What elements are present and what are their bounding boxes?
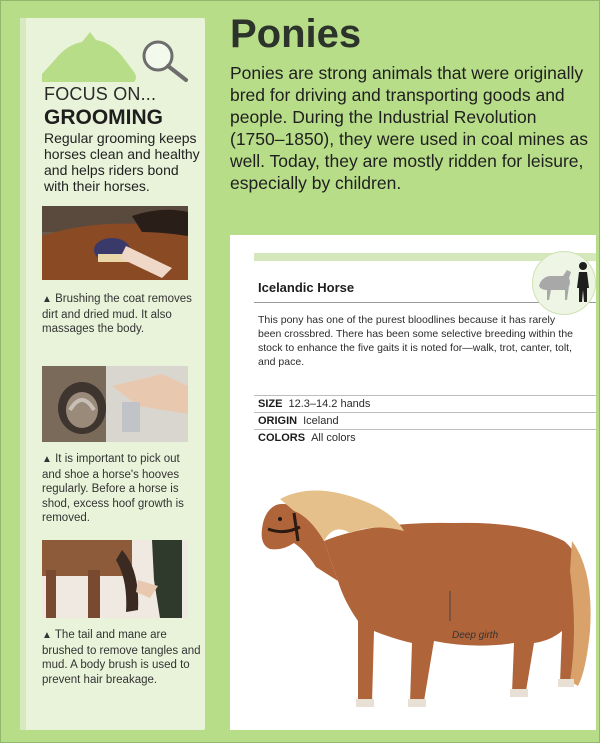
breed-facts-table bbox=[254, 395, 596, 446]
tail-caption: ▲ The tail and mane are brushed to remove tangles and mud. A body brush is used to prevent hair breakage. bbox=[42, 629, 201, 686]
fact-row-size: SIZE 12.3–14.2 hands bbox=[254, 395, 596, 412]
sidebar-accent-bar bbox=[20, 18, 26, 730]
tail-brushing-photo bbox=[42, 540, 188, 618]
grooming-intro: Regular grooming keeps horses clean and healthy and helps riders bond with their horses. bbox=[44, 130, 200, 194]
ponies-intro: Ponies are strong animals that were originally bred for driving and transporting goods and people. During the Industrial Revolution (1750–1850), they were used in coal mines as well. Today, they are mostly ridden for leisure, especially by children. bbox=[230, 63, 588, 193]
brushing-coat-photo bbox=[42, 206, 188, 280]
deep-girth-annotation: Deep girth bbox=[452, 630, 499, 641]
bullet-triangle-icon: ▲ bbox=[42, 454, 52, 465]
breed-card bbox=[230, 235, 596, 730]
bullet-triangle-icon: ▲ bbox=[42, 630, 52, 641]
fact-row-colors: COLORS All colors bbox=[254, 429, 596, 446]
focus-on-label: FOCUS ON... bbox=[44, 84, 157, 104]
hoof-shoeing-photo bbox=[42, 366, 188, 442]
breed-name: Icelandic Horse bbox=[258, 280, 355, 295]
bullet-triangle-icon: ▲ bbox=[42, 294, 52, 305]
breed-description: This pony has one of the purest bloodlines because it has rarely been crossbred. There has been some selective breeding within the stock to enhance the five gaits it is noted for—walk, trot, canter, tolt, and pace. bbox=[258, 314, 573, 368]
hoof-caption: ▲ It is important to pick out and shoe a horse's hooves regularly. Before a horse is shod, excess hoof growth is removed. bbox=[42, 453, 184, 524]
grooming-sidebar bbox=[20, 18, 205, 730]
size-comparison-silhouette-icon bbox=[532, 251, 596, 315]
brushing-caption: ▲ Brushing the coat removes dirt and dried mud. It also massages the body. bbox=[42, 293, 192, 335]
focus-topic-heading: GROOMING bbox=[44, 106, 163, 129]
horse-head-magnifier-icon bbox=[40, 26, 190, 86]
fact-row-origin: ORIGIN Iceland bbox=[254, 412, 596, 429]
page-title: Ponies bbox=[230, 12, 362, 56]
icelandic-horse-illustration bbox=[254, 471, 594, 726]
